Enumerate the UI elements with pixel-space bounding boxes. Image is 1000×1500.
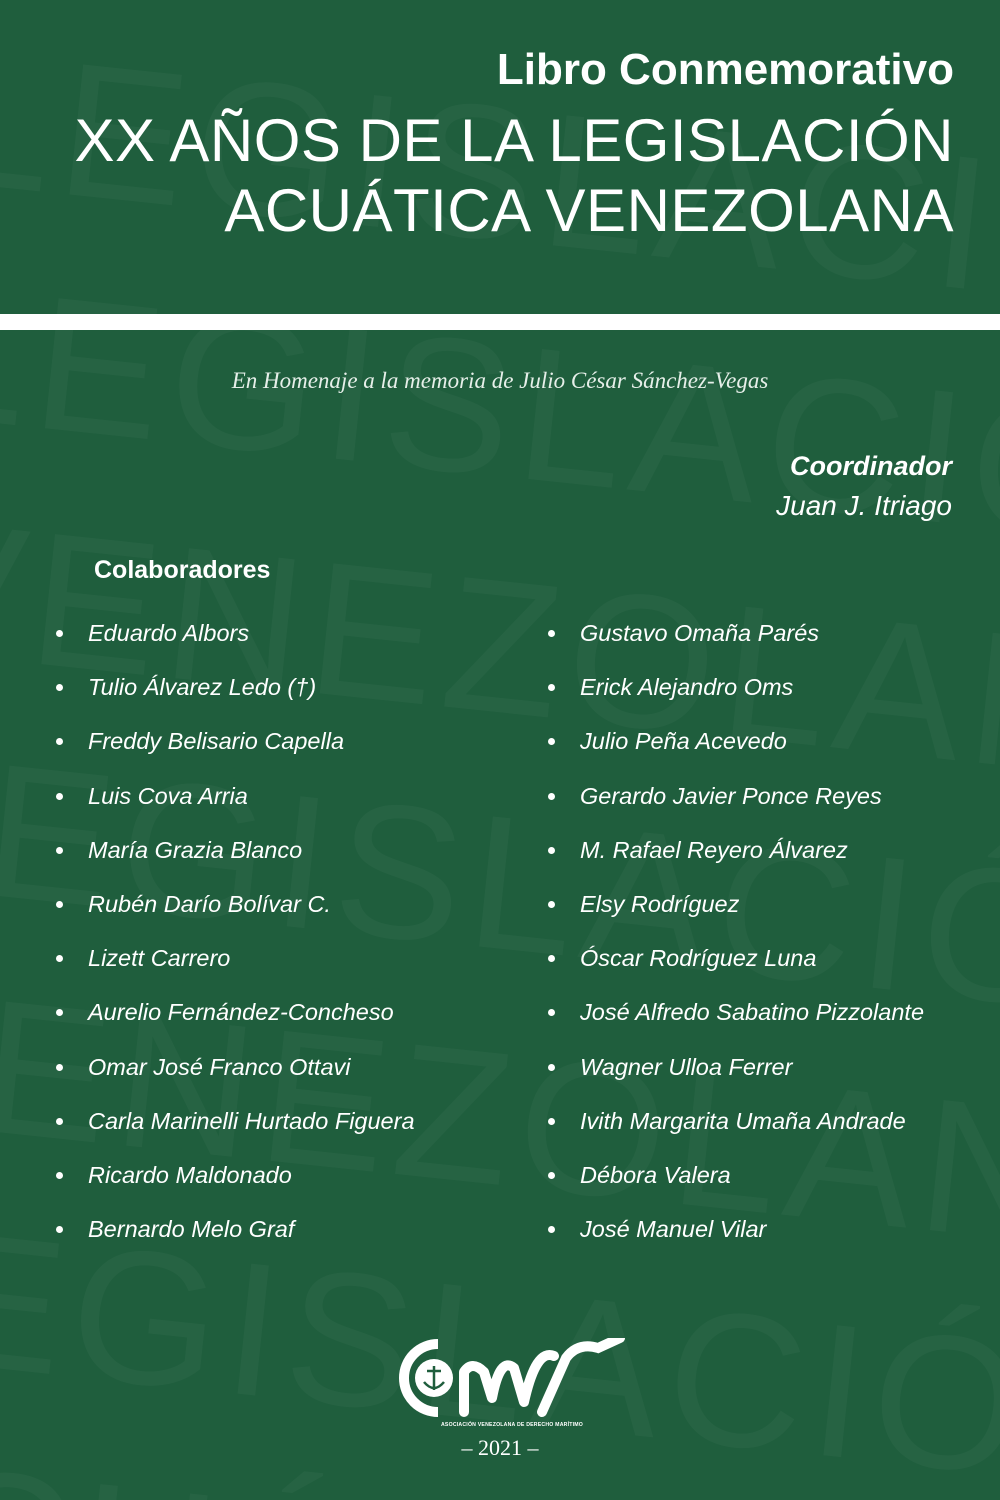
bullet-icon <box>56 955 63 962</box>
list-item: Julio Peña Acevedo <box>548 722 924 776</box>
bullet-icon <box>548 630 555 637</box>
bullet-icon <box>56 1009 63 1016</box>
list-item: Elsy Rodríguez <box>548 885 924 939</box>
list-item: Carla Marinelli Hurtado Figuera <box>56 1102 415 1156</box>
list-item: Aurelio Fernández-Concheso <box>56 993 415 1047</box>
dedication: En Homenaje a la memoria de Julio César Sánchez-Vegas <box>231 368 769 393</box>
series-label: Libro Conmemorativo <box>496 45 954 94</box>
coordinator-block <box>776 448 952 528</box>
bullet-icon <box>548 1172 555 1179</box>
logo-caption: ASOCIACIÓN VENEZOLANA DE DERECHO MARÍTIMO <box>440 1422 584 1428</box>
list-item: José Alfredo Sabatino Pizzolante <box>548 993 924 1047</box>
list-item: Rubén Darío Bolívar C. <box>56 885 415 939</box>
list-item: Eduardo Albors <box>56 614 415 668</box>
list-item: Gerardo Javier Ponce Reyes <box>548 777 924 831</box>
bullet-icon <box>548 1226 555 1233</box>
list-item: Gustavo Omaña Parés <box>548 614 924 668</box>
bullet-icon <box>548 847 555 854</box>
bullet-icon <box>56 793 63 800</box>
list-item: Tulio Álvarez Ledo (†) <box>56 668 415 722</box>
list-item: Erick Alejandro Oms <box>548 668 924 722</box>
bullet-icon <box>56 1226 63 1233</box>
collaborators-list-left <box>56 614 415 1264</box>
coordinator-label: Coordinador <box>790 451 952 481</box>
bullet-icon <box>56 901 63 908</box>
collaborators-list-right <box>548 614 924 1264</box>
list-item: Ivith Margarita Umaña Andrade <box>548 1102 924 1156</box>
list-item: Óscar Rodríguez Luna <box>548 939 924 993</box>
list-item: Bernardo Melo Graf <box>56 1210 415 1264</box>
list-item: Wagner Ulloa Ferrer <box>548 1048 924 1102</box>
list-item: Ricardo Maldonado <box>56 1156 415 1210</box>
bullet-icon <box>56 738 63 745</box>
list-item: María Grazia Blanco <box>56 831 415 885</box>
title-divider <box>0 314 1000 330</box>
list-item: Lizett Carrero <box>56 939 415 993</box>
bullet-icon <box>56 684 63 691</box>
list-item: M. Rafael Reyero Álvarez <box>548 831 924 885</box>
title-block <box>74 40 954 246</box>
list-item: Freddy Belisario Capella <box>56 722 415 776</box>
bullet-icon <box>56 1118 63 1125</box>
bullet-icon <box>548 793 555 800</box>
list-item: Débora Valera <box>548 1156 924 1210</box>
collaborators-label: Colaboradores <box>94 556 271 584</box>
publication-year: – 2021 – <box>461 1435 539 1460</box>
list-item: José Manuel Vilar <box>548 1210 924 1264</box>
coordinator-name: Juan J. Itriago <box>776 490 952 521</box>
bullet-icon <box>548 684 555 691</box>
avdm-logo-icon <box>394 1338 630 1428</box>
bullet-icon <box>548 738 555 745</box>
book-title-line2: ACUÁTICA VENEZOLANA <box>224 177 954 244</box>
bullet-icon <box>548 901 555 908</box>
bullet-icon <box>56 630 63 637</box>
bullet-icon <box>548 1064 555 1071</box>
list-item: Luis Cova Arria <box>56 777 415 831</box>
bullet-icon <box>548 1118 555 1125</box>
list-item: Omar José Franco Ottavi <box>56 1048 415 1102</box>
bullet-icon <box>548 955 555 962</box>
bullet-icon <box>56 1064 63 1071</box>
bullet-icon <box>56 1172 63 1179</box>
bullet-icon <box>56 847 63 854</box>
bullet-icon <box>548 1009 555 1016</box>
book-title-line1: XX AÑOS DE LA LEGISLACIÓN <box>74 107 954 174</box>
